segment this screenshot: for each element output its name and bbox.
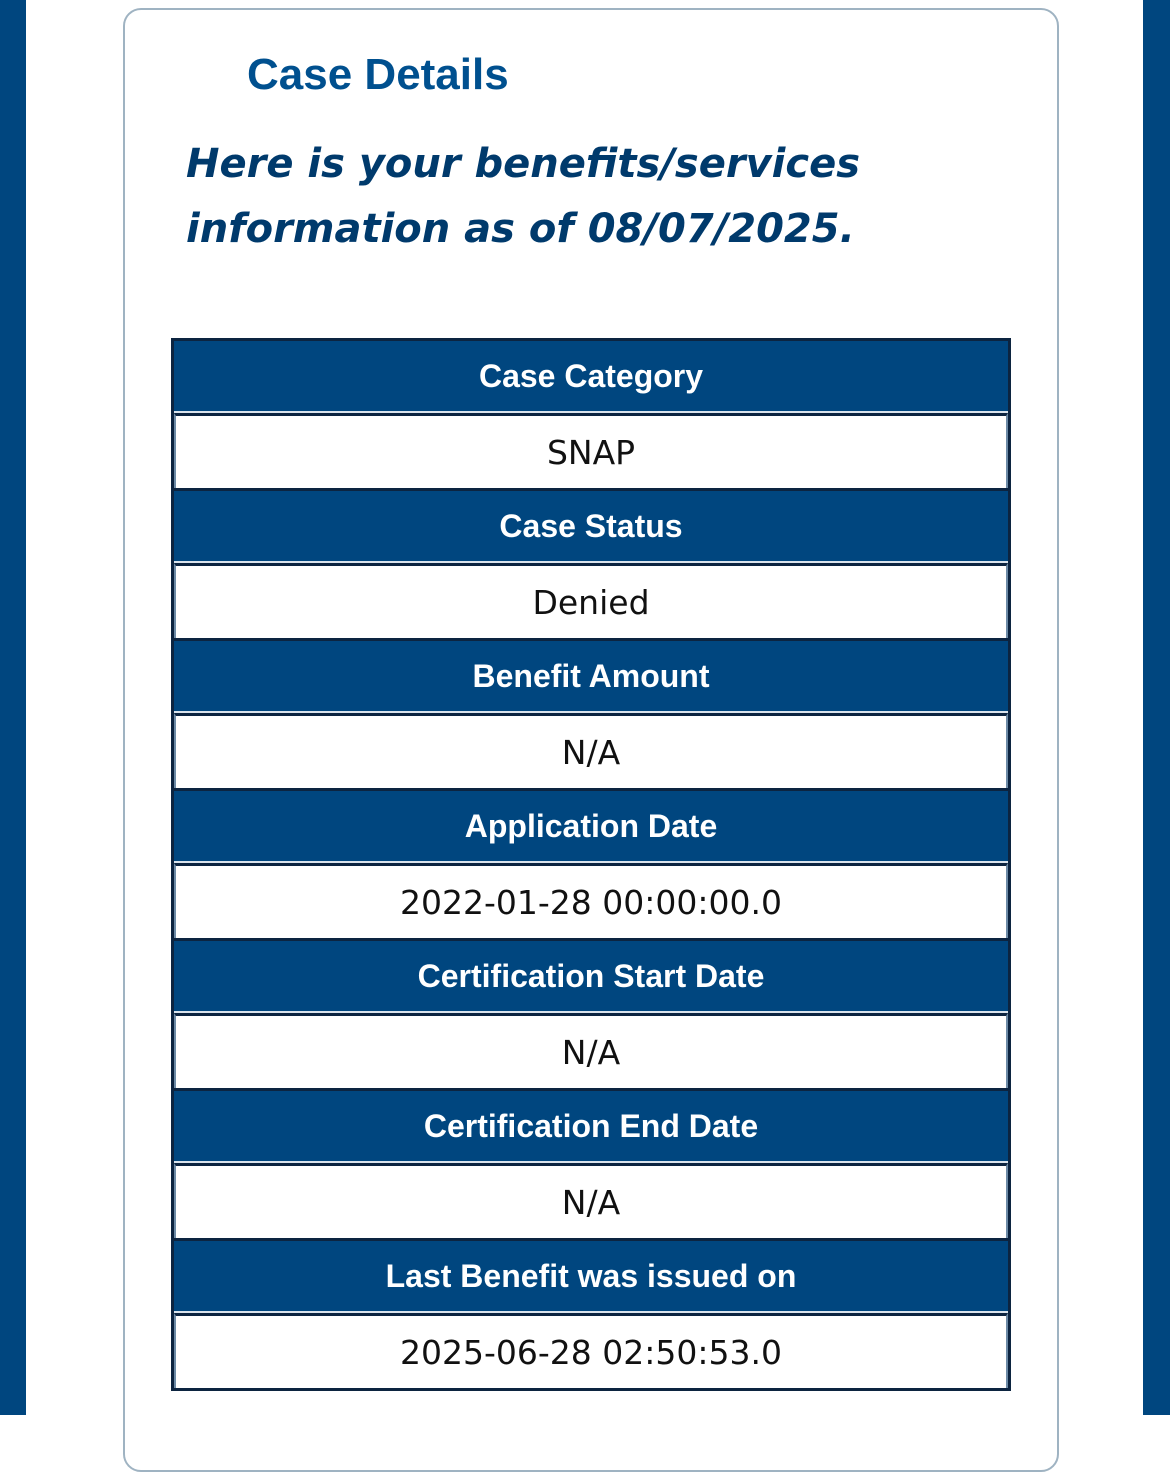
benefit-amount-value: N/A [174, 713, 1008, 788]
case-category-label: Case Category [174, 341, 1008, 413]
case-status-label: Case Status [174, 488, 1008, 563]
info-date-subtitle: Here is your benefits/services information as of 08/07/2025. [186, 141, 861, 252]
case-category-value: SNAP [174, 413, 1008, 488]
certification-start-date-label: Certification Start Date [174, 938, 1008, 1013]
left-frame-bar [0, 0, 26, 1415]
certification-end-date-label: Certification End Date [174, 1088, 1008, 1163]
page-title: Case Details [247, 50, 509, 99]
case-details-table [171, 338, 1011, 1391]
certification-start-date-value: N/A [174, 1013, 1008, 1088]
benefit-amount-label: Benefit Amount [174, 638, 1008, 713]
application-date-label: Application Date [174, 788, 1008, 863]
last-benefit-issued-value: 2025-06-28 02:50:53.0 [174, 1313, 1008, 1388]
application-date-value: 2022-01-28 00:00:00.0 [174, 863, 1008, 938]
last-benefit-issued-label: Last Benefit was issued on [174, 1238, 1008, 1313]
case-status-value: Denied [174, 563, 1008, 638]
right-frame-bar [1143, 0, 1170, 1415]
certification-end-date-value: N/A [174, 1163, 1008, 1238]
